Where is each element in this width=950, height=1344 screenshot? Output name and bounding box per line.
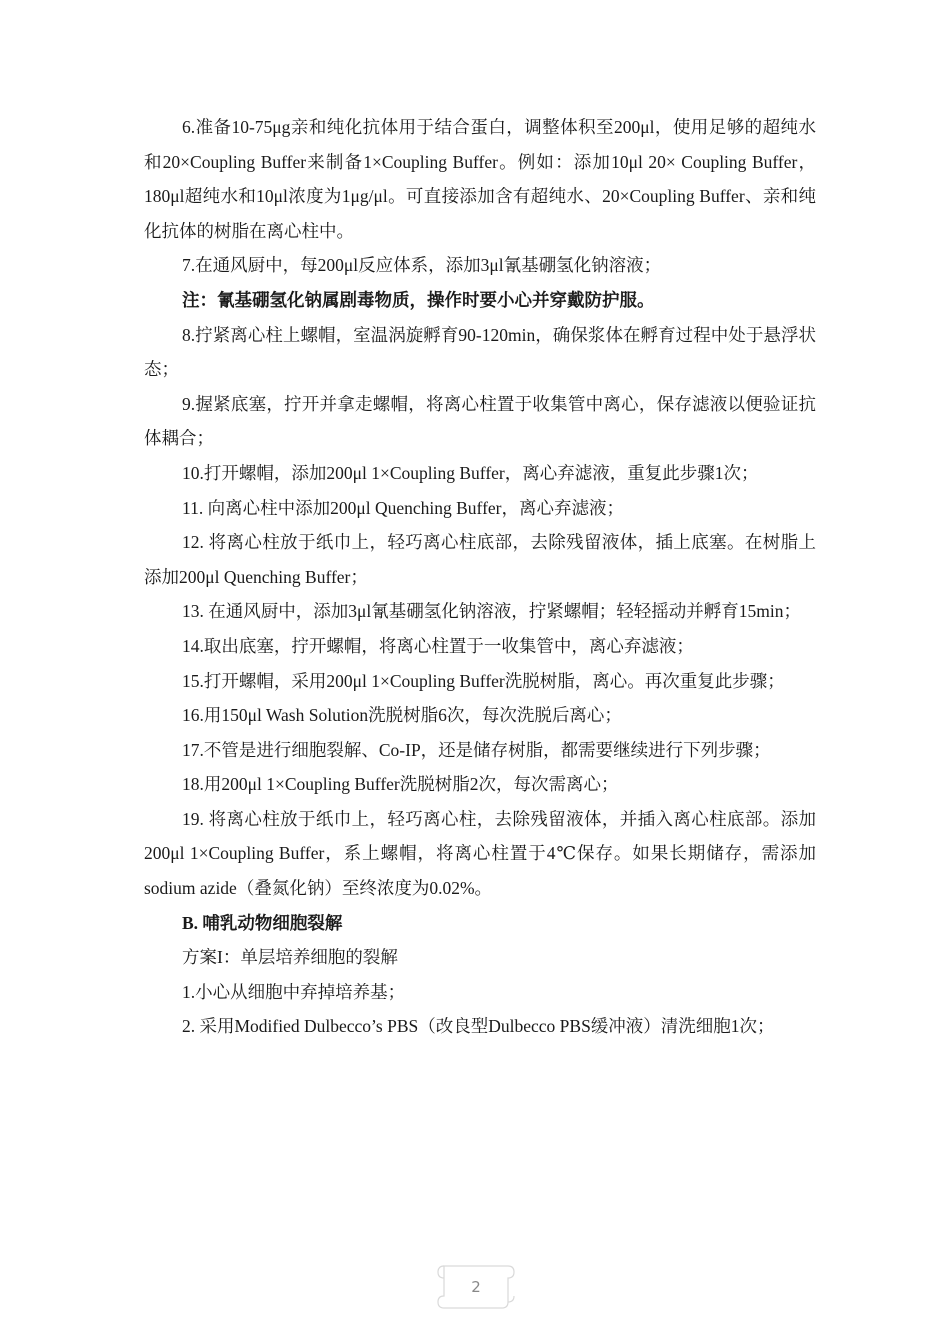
paragraph-lysis-step-2: 2. 采用Modified Dulbecco’s PBS（改良型Dulbecco PBS缓冲液）清洗细胞1次； (182, 1016, 775, 1037)
paragraph-step-15: 15.打开螺帽，采用200μl 1×Coupling Buffer洗脱树脂，离心。再次重复此步骤； (182, 670, 785, 691)
paragraph-lysis-step-1: 1.小心从细胞中弃掉培养基； (182, 981, 406, 1002)
section-heading-b: B. 哺乳动物细胞裂解 (182, 912, 343, 933)
warning-note: 注：氰基硼氢化钠属剧毒物质，操作时要小心并穿戴防护服。 (182, 289, 655, 310)
paragraph-step-7: 7.在通风厨中，每200μl反应体系，添加3μl氰基硼氢化钠溶液； (182, 255, 662, 276)
paragraph-step-12: 12. 将离心柱放于纸巾上，轻巧离心柱底部，去除残留液体，插上底塞。在树脂上添加200μl Quenching Buffer； (144, 532, 816, 587)
paragraph-step-8: 8.拧紧离心柱上螺帽，室温涡旋孵育90-120min，确保浆体在孵育过程中处于悬浮状态； (144, 324, 816, 380)
paragraph-step-18: 18.用200μl 1×Coupling Buffer洗脱树脂2次，每次需离心； (182, 774, 619, 795)
document-body (144, 110, 816, 1044)
paragraph-step-19: 19. 将离心柱放于纸巾上，轻巧离心柱，去除残留液体，并插入离心柱底部。添加200μl 1×Coupling Buffer，系上螺帽，将离心柱置于4℃保存。如果长期储存，需添加sodium azide（叠氮化钠）至终浓度为0.02%。 (144, 808, 816, 899)
paragraph-step-10: 10.打开螺帽，添加200μl 1×Coupling Buffer，离心弃滤液，重复此步骤1次； (182, 462, 759, 483)
paragraph-step-17: 17.不管是进行细胞裂解、Co-IP，还是储存树脂，都需要继续进行下列步骤； (182, 739, 771, 760)
page-number: 2 (471, 1278, 481, 1296)
paragraph-step-13: 13. 在通风厨中，添加3μl氰基硼氢化钠溶液，拧紧螺帽；轻轻摇动并孵育15min； (182, 601, 801, 622)
page-footer (434, 1256, 518, 1312)
subheading-protocol-1: 方案I：单层培养细胞的裂解 (182, 947, 398, 968)
paragraph-step-6: 6.准备10-75μg亲和纯化抗体用于结合蛋白，调整体积至200μl，使用足够的超纯水和20×Coupling Buffer来制备1×Coupling Buffer。例如：添加10μl 20× Coupling Buffer，180μl超纯水和10μl浓度为1μg/μl。可直接添加含有超纯水、20×Coupling Buffer、亲和纯化抗体的树脂在离心柱中。 (144, 117, 816, 241)
paragraph-step-16: 16.用150μl Wash Solution洗脱树脂6次，每次洗脱后离心； (182, 705, 622, 726)
paragraph-step-11: 11. 向离心柱中添加200μl Quenching Buffer，离心弃滤液； (182, 497, 624, 518)
paragraph-step-14: 14.取出底塞，拧开螺帽，将离心柱置于一收集管中，离心弃滤液； (182, 635, 694, 656)
paragraph-step-9: 9.握紧底塞，拧开并拿走螺帽，将离心柱置于收集管中离心，保存滤液以便验证抗体耦合； (144, 393, 816, 449)
